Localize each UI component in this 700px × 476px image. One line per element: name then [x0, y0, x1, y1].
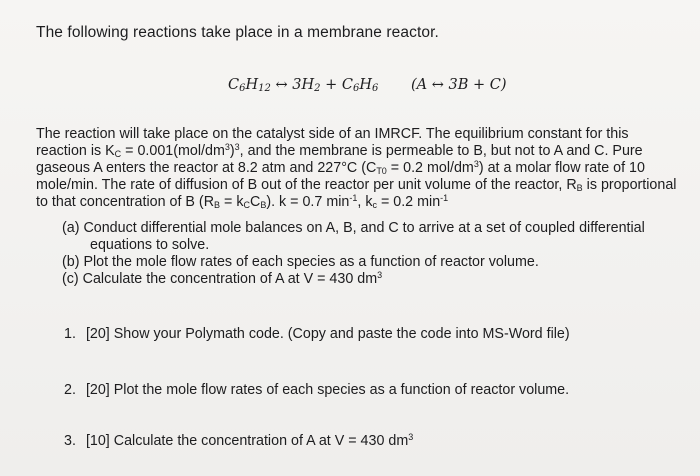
part-a: (a) Conduct differential mole balances on A, B, and C to arrive at a set of coupled differential — [62, 220, 645, 236]
question-2 — [64, 382, 569, 398]
paragraph-line: The reaction will take place on the catalyst side of an IMRCF. The equilibrium constant for this — [36, 126, 629, 142]
paragraph-line: reaction is $K_C = 0.001(mol/dm^3)^3$, and the membrane is permeable to B, but not to A and C. Pure — [36, 142, 643, 159]
reaction-equation — [228, 77, 507, 93]
intro-text: The following reactions take place in a membrane reactor. — [36, 24, 439, 41]
paragraph-line: gaseous A enters the reactor at 8.2 atm and 227°C ($C_{T0} = 0.2$ mol/$dm^3$) at a molar flow rate of 10 — [36, 159, 645, 176]
paragraph-line: to that concentration of B $(R_B = k_CC_B)$. k = 0.7 $\min^{-1}$, $k_c = 0.2$ $\min^{-1}$ — [36, 193, 449, 210]
question-text: [20] Show your Polymath code. (Copy and paste the code into MS-Word file) — [85, 326, 570, 342]
problem-parts — [62, 220, 682, 288]
question-number: 3. — [64, 433, 76, 449]
question-3: 3. [10] Calculate the concentration of A at V = 430 $dm^3$ — [64, 432, 414, 449]
question-number: 2. — [64, 382, 76, 398]
question-1 — [64, 326, 570, 342]
paragraph-line: mole/min. The rate of diffusion of B out of the reactor per unit volume of the reactor, $R_B$ is proportional — [36, 177, 677, 193]
equation-main: $C_6H_{12}$ ↔ $3H_2 + C_6H_6$ — [228, 77, 379, 94]
question-number: 1. — [64, 326, 76, 342]
part-c: (c) Calculate the concentration of A at V = 430 $dm^3$ — [62, 270, 383, 287]
part-a-continued: equations to solve. — [90, 237, 210, 253]
reversible-arrow: ↔ — [275, 77, 288, 93]
problem-paragraph — [36, 126, 686, 211]
part-b: (b) Plot the mole flow rates of each species as a function of reactor volume. — [62, 254, 539, 270]
question-text: [20] Plot the mole flow rates of each species as a function of reactor volume. — [85, 382, 570, 398]
question-text: [10] Calculate the concentration of A at V = 430 dm — [85, 433, 409, 449]
equation-short-form: (A ↔ 3B + C) — [411, 77, 507, 93]
